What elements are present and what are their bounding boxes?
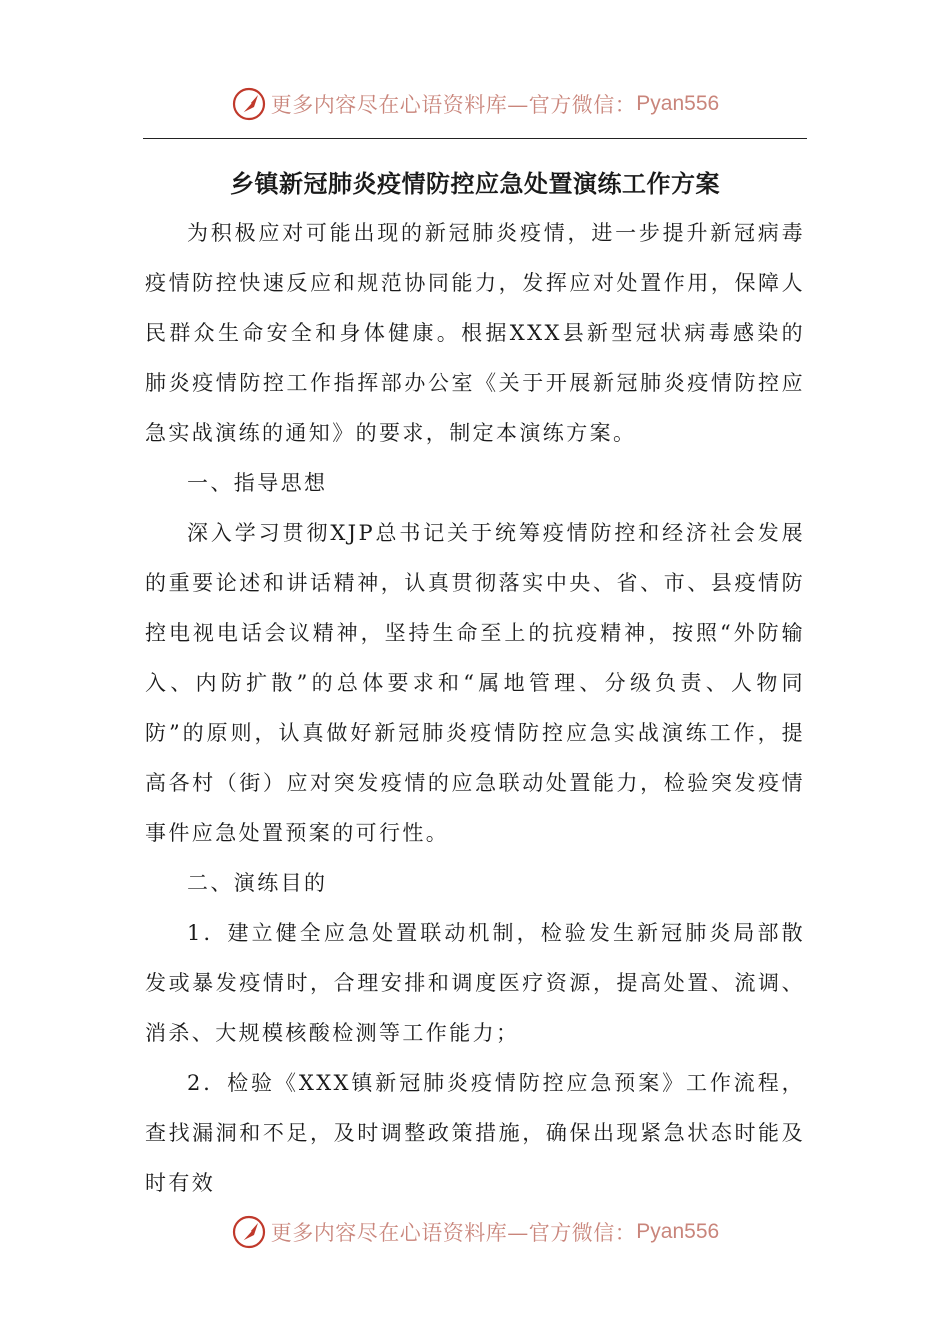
banner-text: 更多内容尽在心语资料库—官方微信： bbox=[270, 1221, 637, 1245]
banner-wechat-id: Pyan556 bbox=[636, 1220, 720, 1243]
banner-wechat-id: Pyan556 bbox=[636, 92, 720, 115]
document-title: 乡镇新冠肺炎疫情防控应急处置演练工作方案 bbox=[230, 169, 720, 198]
footer-watermark bbox=[0, 1210, 950, 1254]
paragraph-purpose-2: 2．检验《XXX镇新冠肺炎疫情防控应急预案》工作流程，查找漏洞和不足，及时调整政策措施，确保出现紧急状态时能及时有效 bbox=[145, 1071, 805, 1195]
section-heading-guiding-ideology: 一、指导思想 bbox=[187, 471, 328, 495]
header-watermark bbox=[0, 82, 950, 126]
document-body bbox=[145, 160, 805, 1208]
paragraph-intro: 为积极应对可能出现的新冠肺炎疫情，进一步提升新冠病毒疫情防控快速反应和规范协同能力，发挥应对处置作用，保障人民群众生命安全和身体健康。根据XXX县新型冠状病毒感染的肺炎疫情防控工作指挥部办公室《关于开展新冠肺炎疫情防控应急实战演练的通知》的要求，制定本演练方案。 bbox=[145, 221, 805, 445]
paragraph-purpose-1: 1．建立健全应急处置联动机制，检验发生新冠肺炎局部散发或暴发疫情时，合理安排和调度医疗资源，提高处置、流调、消杀、大规模核酸检测等工作能力； bbox=[145, 921, 805, 1045]
paragraph-guiding-ideology: 深入学习贯彻XJP总书记关于统筹疫情防控和经济社会发展的重要论述和讲话精神，认真贯彻落实中央、省、市、县疫情防控电视电话会议精神，坚持生命至上的抗疫精神，按照“外防输入、内防扩散”的总体要求和“属地管理、分级负责、人物同防”的原则，认真做好新冠肺炎疫情防控应急实战演练工作，提高各村（街）应对突发疫情的应急联动处置能力，检验突发疫情事件应急处置预案的可行性。 bbox=[145, 521, 805, 845]
quill-logo-icon bbox=[231, 86, 267, 122]
header-divider bbox=[143, 138, 807, 139]
banner-text: 更多内容尽在心语资料库—官方微信： bbox=[270, 93, 637, 117]
section-heading-drill-purpose: 二、演练目的 bbox=[187, 871, 328, 895]
quill-logo-icon bbox=[231, 1214, 267, 1250]
